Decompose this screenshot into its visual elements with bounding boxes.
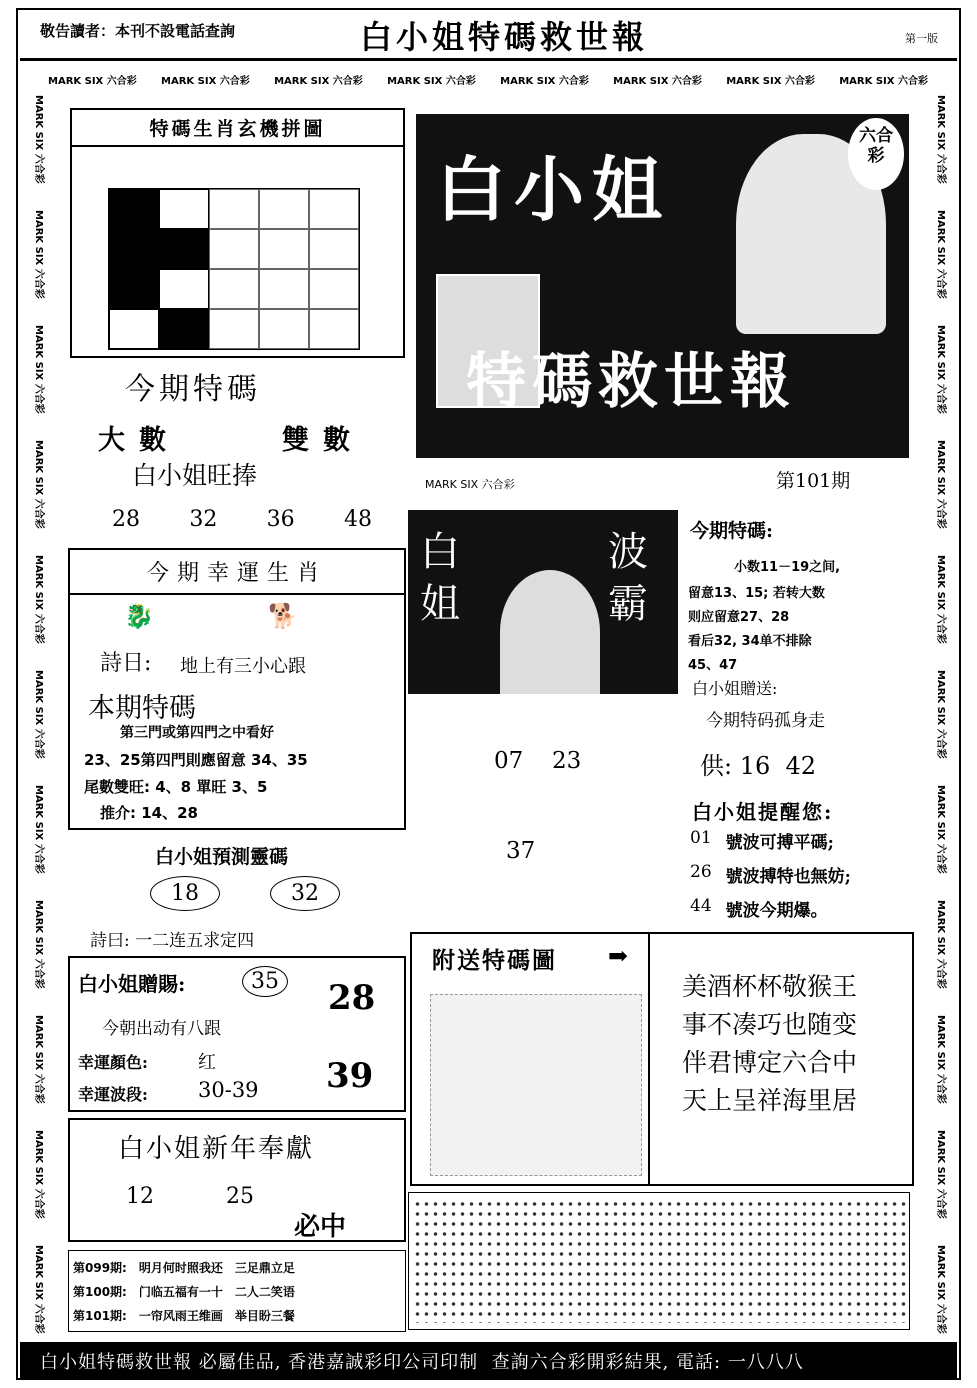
new-year-number: 25 [226, 1184, 254, 1209]
lucky-zodiac-box [68, 548, 406, 830]
special-line4: 推介: 14、28 [100, 804, 198, 822]
watermark-left: MARK SIX 六合彩 [33, 440, 44, 529]
puzzle-tile [309, 189, 359, 229]
side-tips-supply: 供: 16 42 [700, 752, 817, 780]
reminder-num: 01 [690, 828, 712, 848]
results-dots [413, 1199, 907, 1323]
banner-brand: 白小姐 [436, 148, 670, 231]
watermark-left: MARK SIX 六合彩 [33, 785, 44, 874]
gift-range-label: 幸運波段: [78, 1085, 148, 1104]
watermark-left: MARK SIX 六合彩 [33, 95, 44, 184]
history-b: 三足鼎立足 [234, 1261, 295, 1275]
gift-label: 白小姐贈賜: [78, 972, 186, 996]
watermark-left: MARK SIX 六合彩 [33, 900, 44, 989]
side-tips-title: 今期特碼: [690, 520, 774, 542]
gift-big1: 28 [328, 978, 376, 1018]
new-year-box [68, 1118, 406, 1242]
puzzle-tile [259, 309, 309, 349]
wave-left2: 姐 [420, 581, 460, 627]
puzzle-tile [159, 189, 209, 229]
gift-box [68, 956, 406, 1112]
reminder-item [690, 896, 828, 921]
attached-poem [682, 968, 857, 1120]
prediction-title: 白小姐預測靈碼 [155, 846, 289, 868]
reminder-text: 號波搏特也無妨; [725, 867, 851, 887]
watermark-left: MARK SIX 六合彩 [33, 555, 44, 644]
banner-footer-mark: MARK SIX 六合彩 [425, 478, 515, 491]
footer-text: 白小姐特碼救世報 必屬佳品, 香港嘉誠彩印公司印制 查詢六合彩開彩結果, 電話: 一八八八 [40, 1352, 804, 1373]
watermark: MARK SIX 六合彩 [48, 76, 137, 87]
watermark-right: MARK SIX 六合彩 [935, 440, 946, 529]
side-tips-l1: 小数11－19之间, [734, 560, 841, 575]
this-issue-big: 大數 [98, 425, 180, 456]
number: 28 [112, 507, 140, 532]
header-rule [20, 58, 957, 61]
this-issue-even: 雙數 [282, 425, 364, 456]
side-tips-gift-label: 白小姐贈送: [692, 679, 778, 698]
banner-slogan: 特碼救世報 [466, 347, 796, 417]
side-tips-l5: 45、47 [688, 658, 738, 673]
watermark: MARK SIX 六合彩 [613, 76, 702, 87]
special-line3: 尾數雙旺: 4、8 單旺 3、5 [84, 778, 268, 796]
prediction-poem: 詩曰: 一二连五求定四 [90, 931, 255, 951]
lucky-zodiac-title: 今期幸運生肖 [70, 556, 404, 595]
puzzle-tile [159, 309, 209, 349]
side-tips-l4: 看后32, 34单不排除 [688, 634, 812, 649]
header-notice: 敬告讀者：本刊不設電話查詢 [40, 22, 236, 40]
special-title: 本期特碼 [88, 693, 196, 724]
reminder-text: 號波可搏平碼; [725, 833, 834, 853]
history-row [73, 1283, 295, 1300]
attached-title: 附送特碼圖 [432, 947, 557, 974]
history-issue: 第100期: [73, 1285, 127, 1299]
wave-number: 07 [494, 748, 524, 774]
prediction-number: 18 [150, 876, 220, 911]
watermark-right: MARK SIX 六合彩 [935, 1245, 946, 1334]
watermark: MARK SIX 六合彩 [274, 76, 363, 87]
puzzle-title: 特碼生肖玄機拼圖 [72, 114, 403, 147]
special-line1: 第三門或第四門之中看好 [120, 725, 274, 741]
attached-illustration [430, 994, 642, 1176]
reminder-item [690, 828, 834, 853]
wave-box [408, 510, 678, 914]
wave-left: 白 [420, 529, 460, 575]
puzzle-tile [209, 309, 259, 349]
prediction-numbers [150, 876, 340, 911]
watermark: MARK SIX 六合彩 [839, 76, 928, 87]
reminder-num: 44 [690, 896, 712, 916]
watermark-right: MARK SIX 六合彩 [935, 670, 946, 759]
watermark-right: MARK SIX 六合彩 [935, 900, 946, 989]
this-issue-title: 今期特碼 [125, 372, 261, 407]
puzzle-tile [159, 229, 209, 269]
puzzle-grid [108, 188, 360, 350]
watermark-right: MARK SIX 六合彩 [935, 1015, 946, 1104]
history-b: 举目盼三餐 [234, 1309, 295, 1323]
reminder-text: 號波今期爆。 [725, 901, 828, 921]
gift-color-label: 幸運顏色: [78, 1053, 148, 1072]
puzzle-box [70, 108, 405, 358]
new-year-must: 必中 [294, 1212, 347, 1242]
poem-line: 伴君博定六合中 [682, 1048, 858, 1077]
side-tips-l3: 则应留意27、28 [688, 610, 790, 625]
watermark-left: MARK SIX 六合彩 [33, 325, 44, 414]
puzzle-tile [109, 229, 159, 269]
new-year-title: 白小姐新年奉獻 [118, 1134, 315, 1164]
watermark-right: MARK SIX 六合彩 [935, 210, 946, 299]
puzzle-tile [309, 269, 359, 309]
reminder-item [690, 862, 851, 887]
watermark-right: MARK SIX 六合彩 [935, 325, 946, 414]
watermark-right: MARK SIX 六合彩 [935, 1130, 946, 1219]
prediction-number: 32 [270, 876, 340, 911]
wave-photo-woman [500, 570, 600, 694]
attached-box [410, 932, 914, 1186]
reminder-title: 白小姐提醒您: [692, 800, 834, 824]
side-tips-l2: 留意13、15; 若转大数 [688, 586, 825, 601]
puzzle-tile [109, 269, 159, 309]
this-issue-subtitle: 白小姐旺捧 [132, 461, 258, 490]
history-b: 二人二笑语 [234, 1285, 295, 1299]
puzzle-tile [259, 229, 309, 269]
watermark-right: MARK SIX 六合彩 [935, 555, 946, 644]
poem-text: 地上有三小心跟 [180, 656, 306, 677]
poem-line: 天上呈祥海里居 [682, 1086, 858, 1115]
history-a: 门临五福有一十 [138, 1285, 223, 1299]
wave-photo [408, 510, 678, 694]
poem-line: 事不凑巧也随变 [682, 1010, 858, 1039]
watermark-left: MARK SIX 六合彩 [33, 1130, 44, 1219]
gift-big2: 39 [326, 1056, 374, 1096]
watermark-right: MARK SIX 六合彩 [935, 95, 946, 184]
poem-line: 美酒杯杯敬猴王 [682, 972, 858, 1001]
watermark-left: MARK SIX 六合彩 [33, 1015, 44, 1104]
watermark: MARK SIX 六合彩 [387, 76, 476, 87]
puzzle-tile [209, 189, 259, 229]
puzzle-tile [259, 269, 309, 309]
wave-number: 23 [552, 748, 582, 774]
puzzle-tile [209, 269, 259, 309]
puzzle-tile [259, 189, 309, 229]
banner-issue: 第101期 [776, 470, 851, 492]
history-issue: 第099期: [73, 1261, 127, 1275]
puzzle-tile [209, 229, 259, 269]
watermark-left: MARK SIX 六合彩 [33, 670, 44, 759]
number: 48 [343, 507, 372, 532]
watermark-left: MARK SIX 六合彩 [33, 1245, 44, 1334]
new-year-number: 12 [126, 1184, 154, 1209]
number: 36 [266, 507, 295, 532]
animal-icon: 🐕 [268, 602, 298, 630]
puzzle-tile [309, 309, 359, 349]
history-issue: 第101期: [73, 1309, 127, 1323]
gift-line: 今朝出动有八跟 [102, 1019, 221, 1039]
watermark: MARK SIX 六合彩 [500, 76, 589, 87]
poem-label: 詩日: [100, 651, 152, 676]
header-title: 白小姐特碼救世報 [360, 18, 649, 56]
gift-number: 35 [242, 966, 288, 997]
watermark-row [48, 72, 928, 87]
watermark: MARK SIX 六合彩 [161, 76, 250, 87]
attached-divider [648, 934, 650, 1184]
banner-liuhecai: 六合彩 [859, 126, 893, 166]
results-grid [408, 1192, 910, 1330]
number: 32 [189, 507, 218, 532]
this-issue-numbers [112, 507, 372, 532]
gift-color: 红 [198, 1052, 216, 1073]
dragon-icon: 🐉 [124, 602, 154, 630]
watermark: MARK SIX 六合彩 [726, 76, 815, 87]
history-a: 明月何时照我还 [138, 1261, 223, 1275]
wave-number3: 37 [506, 838, 536, 864]
wave-right: 波 [608, 529, 648, 575]
puzzle-tile [109, 309, 159, 349]
watermark-left: MARK SIX 六合彩 [33, 210, 44, 299]
gift-range: 30-39 [198, 1078, 259, 1102]
wave-right2: 霸 [608, 581, 648, 627]
puzzle-tile [309, 229, 359, 269]
history-a: 一帘风雨王维画 [138, 1309, 223, 1323]
puzzle-tile [109, 189, 159, 229]
puzzle-tile [159, 269, 209, 309]
side-tips-gift-line: 今期特码孤身走 [706, 711, 825, 731]
history-row [73, 1307, 295, 1324]
watermark-right: MARK SIX 六合彩 [935, 785, 946, 874]
header-edition: 第一版 [905, 32, 938, 45]
history-box [68, 1250, 406, 1332]
history-row [73, 1259, 295, 1276]
banner-image [416, 114, 909, 458]
reminder-num: 26 [690, 862, 712, 882]
special-line2: 23、25第四門則應留意 34、35 [84, 751, 308, 769]
arrow-icon: ➡ [608, 942, 629, 970]
